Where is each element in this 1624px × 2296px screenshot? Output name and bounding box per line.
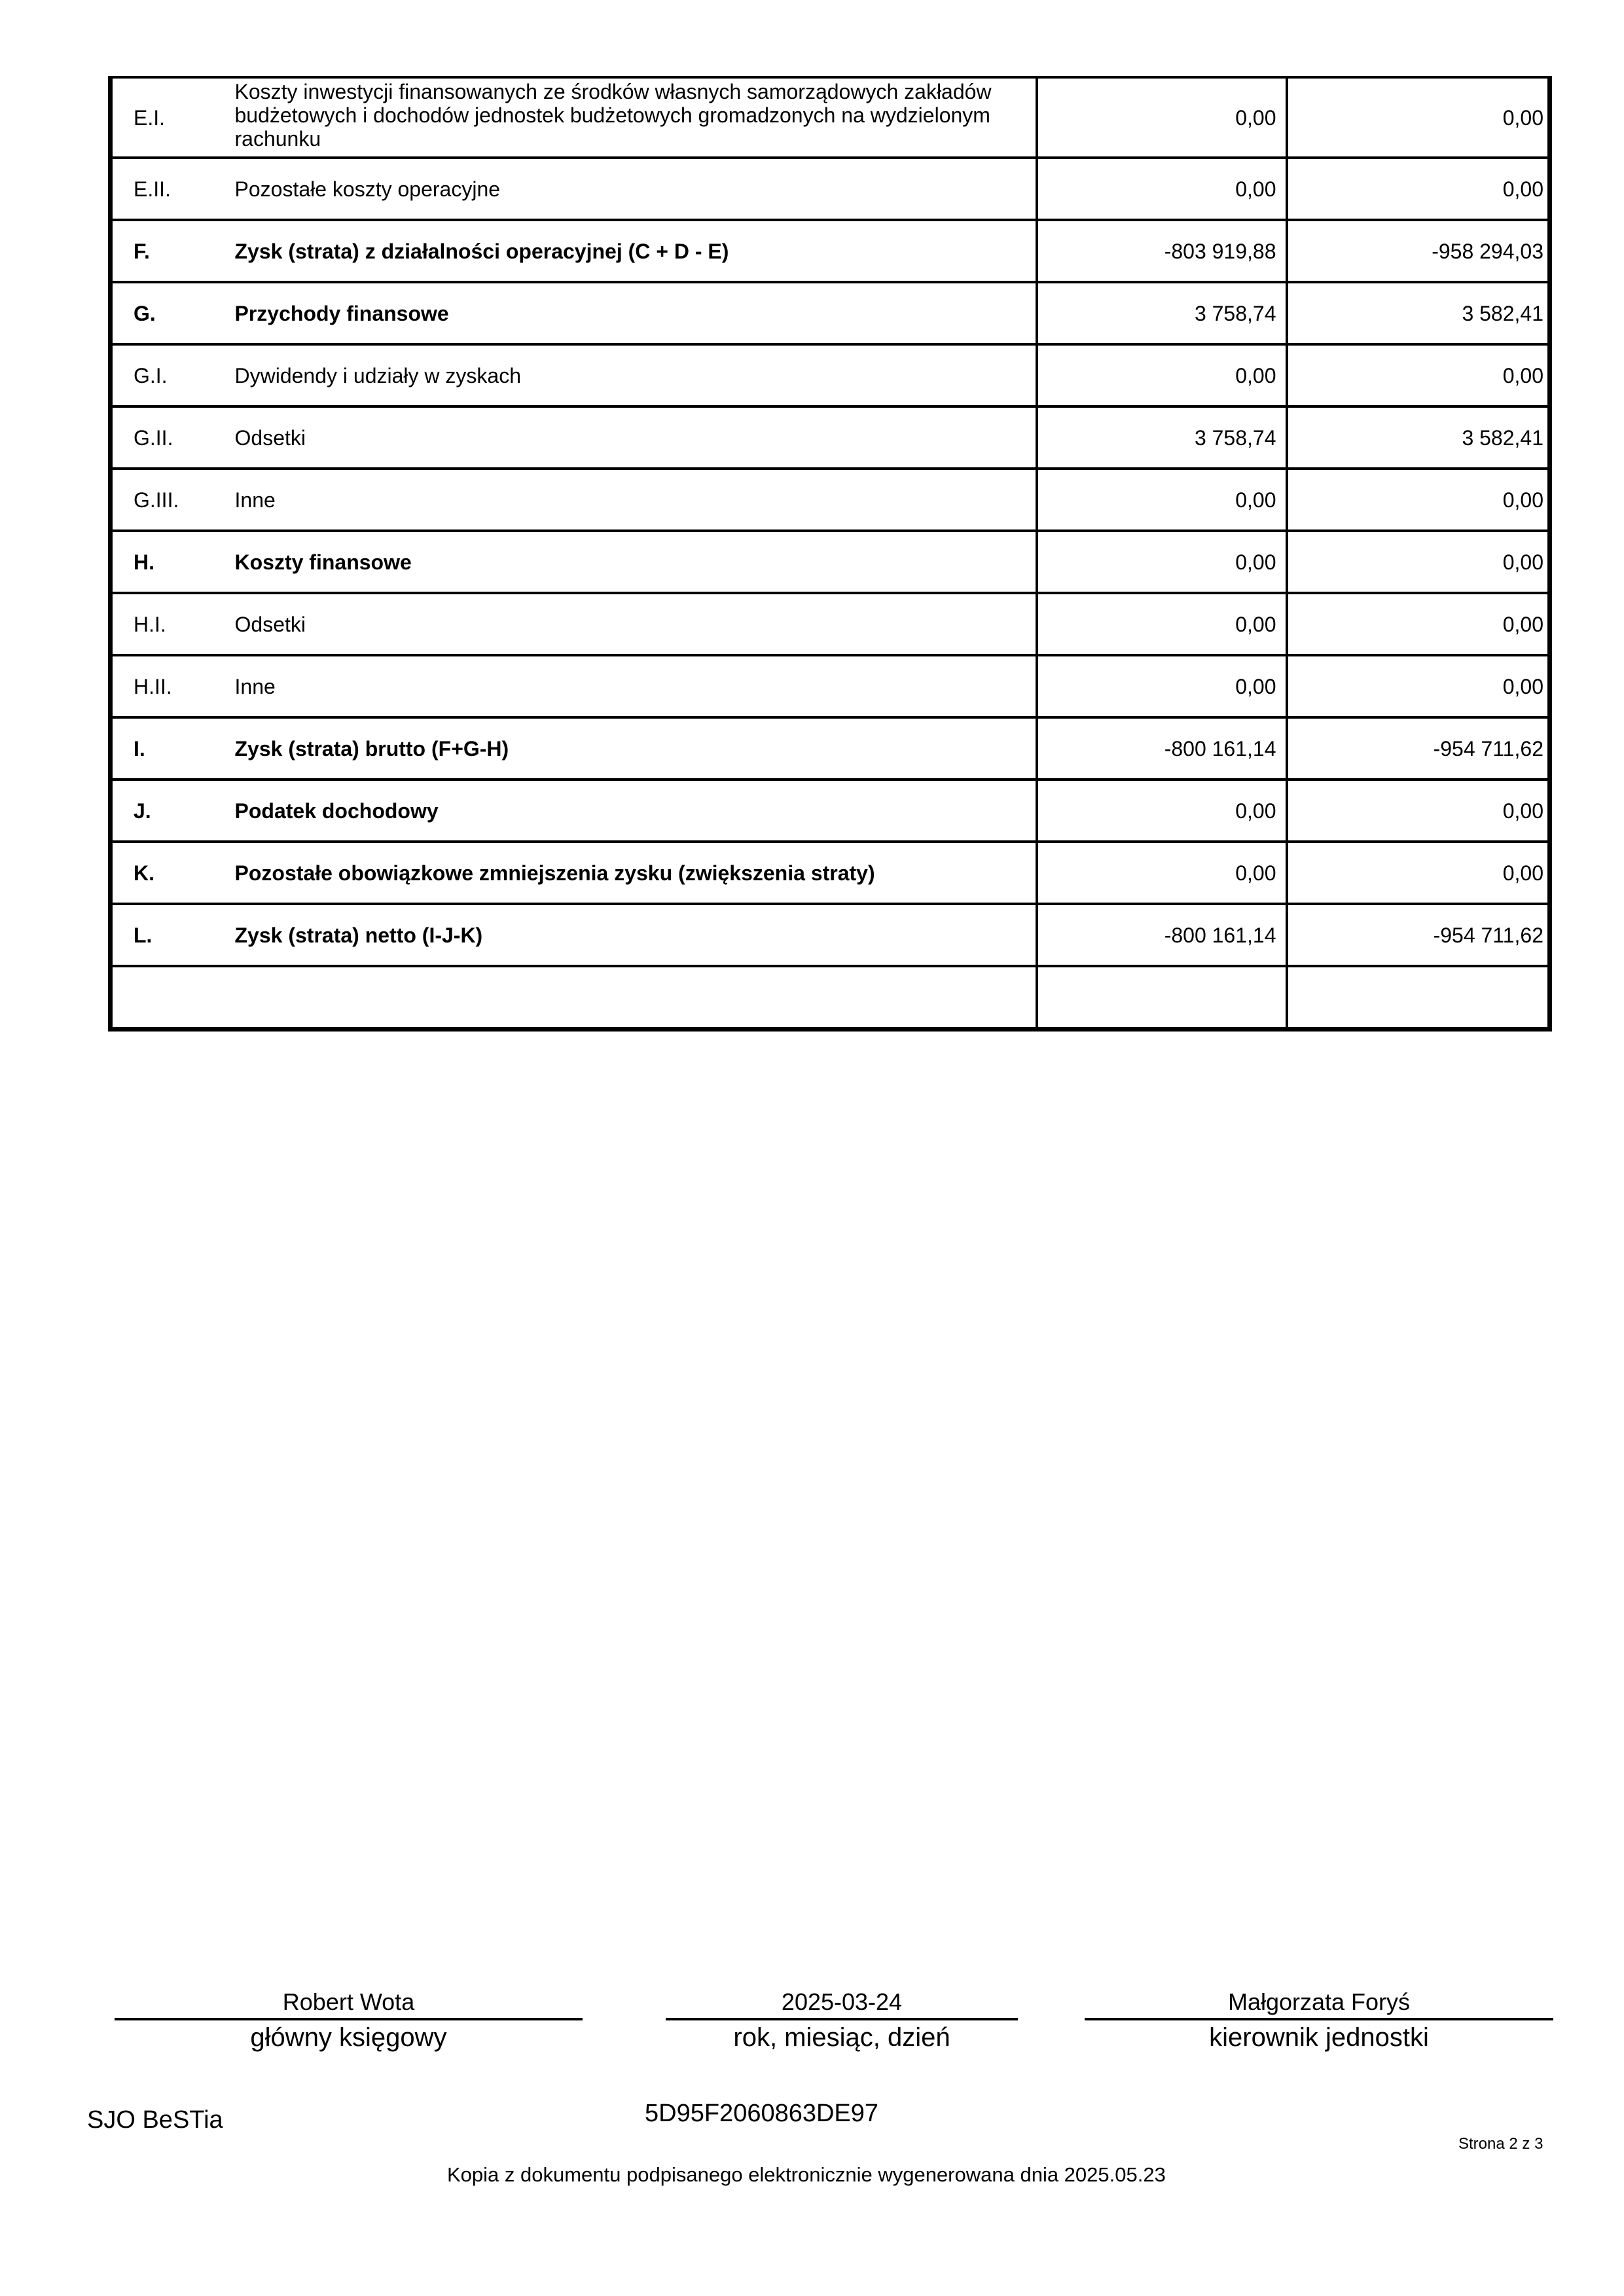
table-row-empty (111, 966, 1550, 1030)
page-number: Strona 2 z 3 (1458, 2135, 1543, 2153)
income-statement-table (108, 76, 1552, 1031)
row-value-current: 0,00 (1037, 593, 1287, 655)
accountant-role: główny księgowy (250, 2023, 447, 2052)
row-code: H.II. (111, 655, 217, 717)
row-name: Podatek dochodowy (217, 780, 1037, 842)
row-code: G.I. (111, 344, 217, 406)
row-name: Zysk (strata) brutto (F+G-H) (217, 717, 1037, 780)
system-name: SJO BeSTia (87, 2106, 223, 2134)
row-name: Zysk (strata) netto (I-J-K) (217, 904, 1037, 966)
row-value-previous: 0,00 (1287, 469, 1550, 531)
row-value-previous: 3 582,41 (1287, 406, 1550, 469)
empty-cell (1037, 966, 1287, 1030)
row-value-previous: -954 711,62 (1287, 904, 1550, 966)
signature-date (666, 1986, 1018, 2054)
table-row (111, 220, 1550, 282)
manager-role: kierownik jednostki (1209, 2023, 1429, 2052)
row-code: F. (111, 220, 217, 282)
table-row (111, 77, 1550, 158)
row-name: Dywidendy i udziały w zyskach (217, 344, 1037, 406)
row-name: Pozostałe koszty operacyjne (217, 158, 1037, 220)
row-value-current: 0,00 (1037, 158, 1287, 220)
row-value-previous: 3 582,41 (1287, 282, 1550, 344)
table-row (111, 842, 1550, 904)
table-row (111, 469, 1550, 531)
row-code: E.I. (111, 77, 217, 158)
row-value-current: 0,00 (1037, 655, 1287, 717)
accountant-name: Robert Wota (115, 1986, 583, 2020)
row-name: Koszty finansowe (217, 531, 1037, 593)
row-code: L. (111, 904, 217, 966)
copy-note: Kopia z dokumentu podpisanego elektronicznie wygenerowana dnia 2025.05.23 (447, 2163, 1166, 2186)
row-name: Inne (217, 469, 1037, 531)
row-value-previous: -958 294,03 (1287, 220, 1550, 282)
table-row (111, 158, 1550, 220)
signature-manager (1085, 1986, 1553, 2054)
row-value-previous: 0,00 (1287, 780, 1550, 842)
row-code: G.II. (111, 406, 217, 469)
table-row (111, 904, 1550, 966)
row-name: Pozostałe obowiązkowe zmniejszenia zysku (zwiększenia straty) (217, 842, 1037, 904)
table-row (111, 780, 1550, 842)
row-name: Przychody finansowe (217, 282, 1037, 344)
row-value-previous: -954 711,62 (1287, 717, 1550, 780)
row-value-current: -800 161,14 (1037, 904, 1287, 966)
row-value-current: 0,00 (1037, 344, 1287, 406)
date-label: rok, miesiąc, dzień (733, 2023, 950, 2052)
row-value-current: 0,00 (1037, 842, 1287, 904)
row-code: K. (111, 842, 217, 904)
row-name: Zysk (strata) z działalności operacyjnej (C + D - E) (217, 220, 1037, 282)
row-code: H. (111, 531, 217, 593)
row-value-current: 0,00 (1037, 531, 1287, 593)
table-row (111, 717, 1550, 780)
row-code: I. (111, 717, 217, 780)
empty-cell (217, 966, 1037, 1030)
row-value-previous: 0,00 (1287, 77, 1550, 158)
row-code: H.I. (111, 593, 217, 655)
row-name: Odsetki (217, 593, 1037, 655)
row-value-current: 3 758,74 (1037, 282, 1287, 344)
date-value: 2025-03-24 (666, 1986, 1018, 2020)
row-value-previous: 0,00 (1287, 655, 1550, 717)
row-code: E.II. (111, 158, 217, 220)
table-row (111, 282, 1550, 344)
row-name: Inne (217, 655, 1037, 717)
empty-cell (1287, 966, 1550, 1030)
row-value-current: 0,00 (1037, 77, 1287, 158)
row-value-current: 0,00 (1037, 780, 1287, 842)
row-value-previous: 0,00 (1287, 344, 1550, 406)
row-value-previous: 0,00 (1287, 158, 1550, 220)
row-value-previous: 0,00 (1287, 593, 1550, 655)
table-row (111, 531, 1550, 593)
row-name: Koszty inwestycji finansowanych ze środków własnych samorządowych zakładów budżetowych i dochodów jednostek budżetowych gromadzonych na wydzielonym rachunku (217, 77, 1037, 158)
row-value-current: -803 919,88 (1037, 220, 1287, 282)
row-value-current: 0,00 (1037, 469, 1287, 531)
row-value-current: 3 758,74 (1037, 406, 1287, 469)
table-row (111, 655, 1550, 717)
document-hash: 5D95F2060863DE97 (645, 2100, 879, 2127)
row-name: Odsetki (217, 406, 1037, 469)
row-value-previous: 0,00 (1287, 842, 1550, 904)
empty-cell (111, 966, 217, 1030)
row-code: G.III. (111, 469, 217, 531)
row-value-previous: 0,00 (1287, 531, 1550, 593)
manager-name: Małgorzata Foryś (1085, 1986, 1553, 2020)
income-statement-body (111, 77, 1550, 1030)
signature-accountant (115, 1986, 583, 2054)
table-row (111, 406, 1550, 469)
table-row (111, 344, 1550, 406)
row-value-current: -800 161,14 (1037, 717, 1287, 780)
row-code: G. (111, 282, 217, 344)
row-code: J. (111, 780, 217, 842)
table-row (111, 593, 1550, 655)
